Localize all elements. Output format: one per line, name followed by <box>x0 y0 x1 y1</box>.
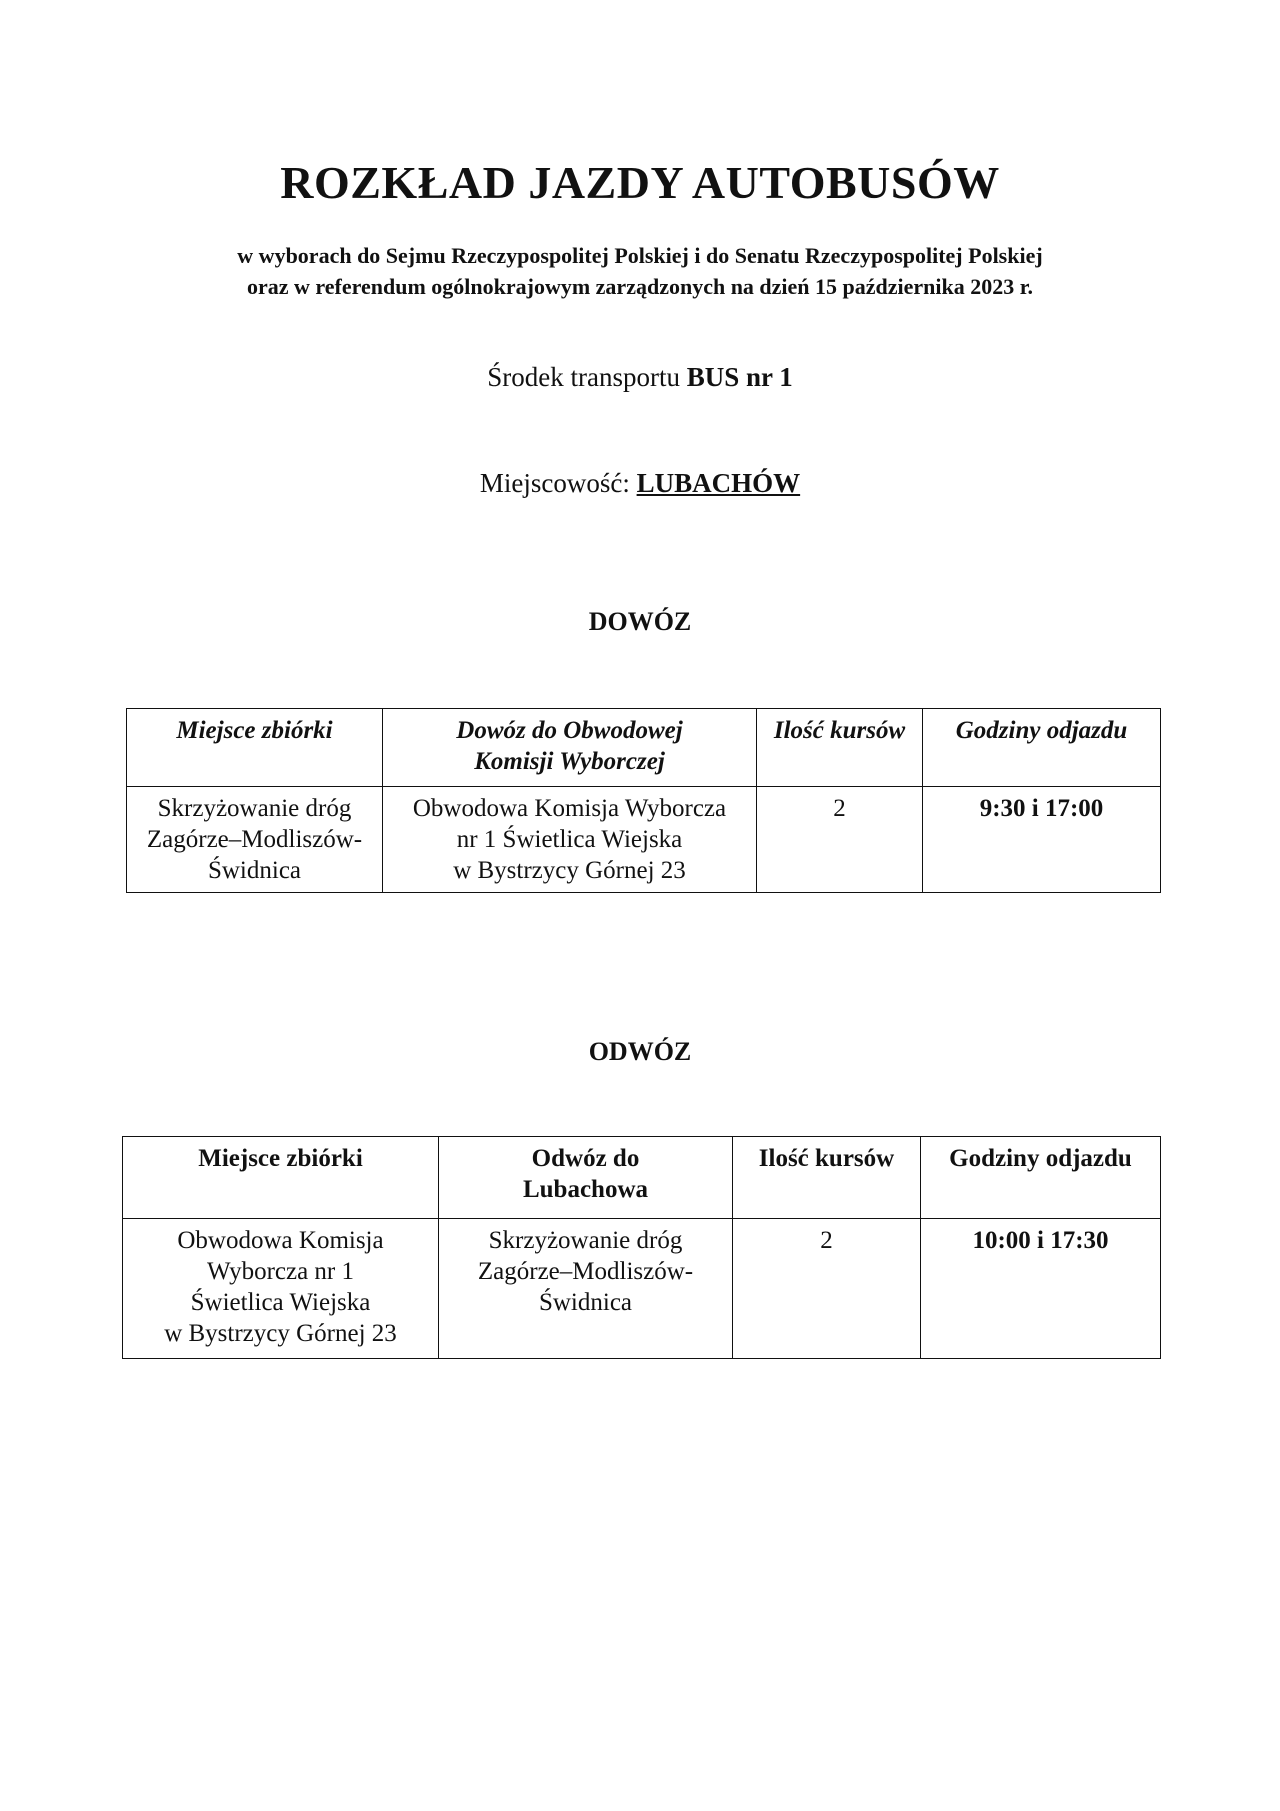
header-destination-line-2: Komisji Wyborczej <box>474 748 665 775</box>
table-header-row <box>127 709 1161 787</box>
odwoz-table <box>122 1136 1161 1359</box>
page-title: ROZKŁAD JAZDY AUTOBUSÓW <box>280 157 1000 208</box>
transport-label: Środek transportu <box>487 362 680 392</box>
cell-destination-line-3: w Bystrzycy Górnej 23 <box>453 857 686 884</box>
header-place: Miejsce zbiórki <box>127 709 383 787</box>
cell-destination-line-2: nr 1 Świetlica Wiejska <box>456 826 683 853</box>
cell-destination-line-3: Świdnica <box>538 1289 633 1316</box>
header-destination <box>439 1137 733 1219</box>
table-row <box>127 787 1161 893</box>
cell-place-line-1: Skrzyżowanie dróg <box>157 795 352 822</box>
cell-place-line-3: Świdnica <box>207 857 302 884</box>
cell-place-line-4: w Bystrzycy Górnej 23 <box>164 1320 397 1347</box>
header-count: Ilość kursów <box>733 1137 921 1219</box>
cell-place-line-3: Świetlica Wiejska <box>190 1289 371 1316</box>
cell-destination-line-2: Zagórze–Modliszów- <box>477 1258 694 1285</box>
odwoz-heading: ODWÓZ <box>588 1037 692 1066</box>
cell-place-line-1: Obwodowa Komisja <box>177 1227 384 1254</box>
cell-place <box>123 1219 439 1359</box>
dowoz-table <box>126 708 1161 893</box>
header-times: Godziny odjazdu <box>923 709 1161 787</box>
subtitle-line-2: oraz w referendum ogólnokrajowym zarządzonych na dzień 15 października 2023 r. <box>246 274 1034 299</box>
header-destination-line-1: Odwóz do <box>531 1145 640 1172</box>
cell-place-line-2: Wyborcza nr 1 <box>206 1258 355 1285</box>
cell-destination <box>383 787 757 893</box>
table-row <box>123 1219 1161 1359</box>
cell-place <box>127 787 383 893</box>
header-destination-line-1: Dowóz do Obwodowej <box>456 717 683 744</box>
cell-destination-line-1: Obwodowa Komisja Wyborcza <box>412 795 727 822</box>
cell-destination-line-1: Skrzyżowanie dróg <box>488 1227 683 1254</box>
header-place: Miejsce zbiórki <box>123 1137 439 1219</box>
cell-place-line-2: Zagórze–Modliszów- <box>146 826 363 853</box>
cell-times: 10:00 i 17:30 <box>921 1219 1161 1359</box>
header-destination <box>383 709 757 787</box>
locality-label: Miejscowość: <box>479 468 630 498</box>
transport-line <box>0 362 1280 393</box>
subtitle-line-1: w wyborach do Sejmu Rzeczypospolitej Polskiej i do Senatu Rzeczypospolitej Polskiej <box>237 243 1043 268</box>
locality-line <box>0 468 1280 499</box>
subtitle <box>0 240 1280 302</box>
cell-destination <box>439 1219 733 1359</box>
transport-value: BUS nr 1 <box>686 362 793 392</box>
header-count: Ilość kursów <box>757 709 923 787</box>
header-destination-line-2: Lubachowa <box>522 1176 649 1203</box>
header-times: Godziny odjazdu <box>921 1137 1161 1219</box>
locality-value: LUBACHÓW <box>636 468 801 498</box>
table-header-row <box>123 1137 1161 1219</box>
cell-times: 9:30 i 17:00 <box>923 787 1161 893</box>
dowoz-heading: DOWÓZ <box>588 607 692 636</box>
cell-count: 2 <box>733 1219 921 1359</box>
cell-count: 2 <box>757 787 923 893</box>
